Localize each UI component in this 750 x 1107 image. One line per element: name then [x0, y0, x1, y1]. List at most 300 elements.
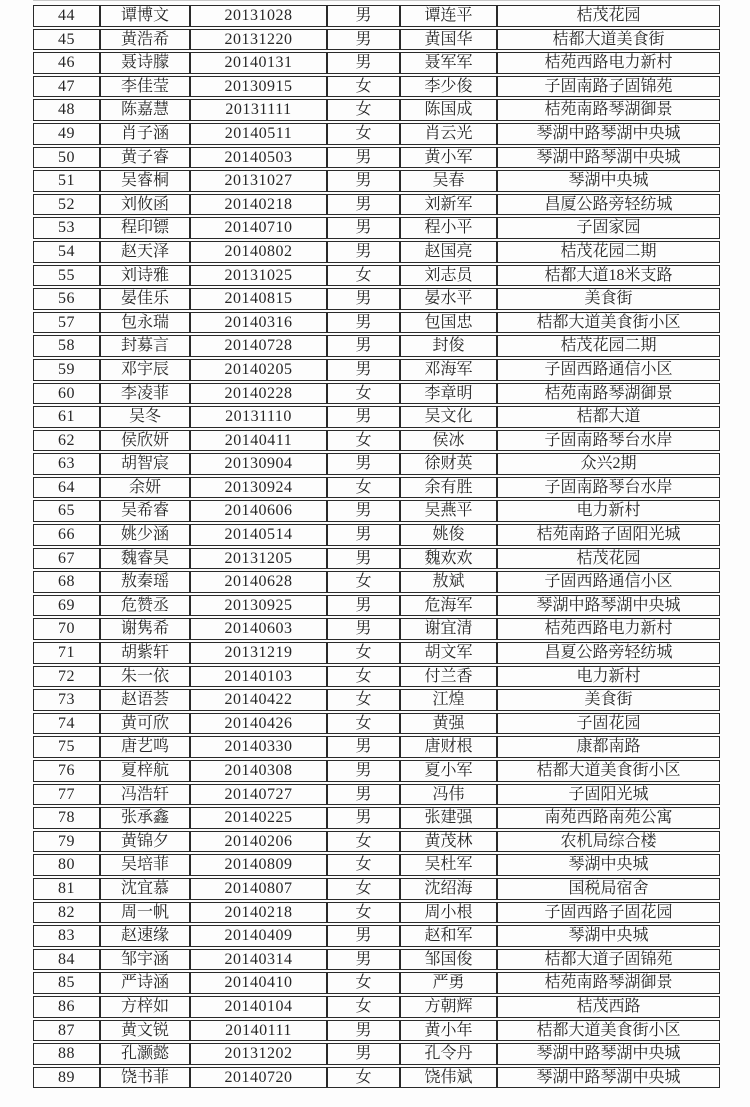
cell-student-name: 严诗涵 — [100, 972, 190, 994]
cell-birth-date: 20140815 — [190, 288, 327, 310]
cell-row-number: 76 — [33, 760, 100, 782]
cell-gender: 男 — [327, 194, 400, 216]
cell-row-number: 72 — [33, 666, 100, 688]
cell-guardian-name: 江煌 — [400, 689, 497, 711]
cell-guardian-name: 黄国华 — [400, 29, 497, 51]
table-row — [33, 618, 720, 640]
cell-row-number: 56 — [33, 288, 100, 310]
cell-student-name: 孔灏懿 — [100, 1043, 190, 1065]
cell-birth-date: 20140205 — [190, 359, 327, 381]
table-row — [33, 241, 720, 263]
cell-address: 国税局宿舍 — [497, 878, 720, 900]
cell-gender: 男 — [327, 1043, 400, 1065]
cell-student-name: 方梓如 — [100, 996, 190, 1018]
cell-address: 子固西路通信小区 — [497, 571, 720, 593]
cell-birth-date: 20140228 — [190, 383, 327, 405]
table-row — [33, 784, 720, 806]
cell-address: 电力新村 — [497, 500, 720, 522]
cell-student-name: 周一帆 — [100, 902, 190, 924]
cell-address: 桔苑南路琴湖御景 — [497, 972, 720, 994]
cell-gender: 男 — [327, 29, 400, 51]
cell-row-number: 54 — [33, 241, 100, 263]
table-row — [33, 548, 720, 570]
cell-gender: 男 — [327, 784, 400, 806]
cell-gender: 男 — [327, 760, 400, 782]
roster-table-body — [33, 5, 720, 1088]
table-row — [33, 383, 720, 405]
cell-birth-date: 20140104 — [190, 996, 327, 1018]
cell-row-number: 47 — [33, 76, 100, 98]
table-row — [33, 406, 720, 428]
cell-gender: 女 — [327, 996, 400, 1018]
cell-student-name: 黄可欣 — [100, 713, 190, 735]
cell-address: 电力新村 — [497, 666, 720, 688]
cell-row-number: 64 — [33, 477, 100, 499]
cell-gender: 女 — [327, 666, 400, 688]
cell-student-name: 陈嘉慧 — [100, 99, 190, 121]
cell-birth-date: 20140603 — [190, 618, 327, 640]
cell-student-name: 夏梓航 — [100, 760, 190, 782]
cell-address: 桔苑南路子固阳光城 — [497, 524, 720, 546]
table-row — [33, 265, 720, 287]
cell-birth-date: 20131220 — [190, 29, 327, 51]
cell-student-name: 姚少涵 — [100, 524, 190, 546]
cell-birth-date: 20140503 — [190, 147, 327, 169]
cell-gender: 男 — [327, 548, 400, 570]
cell-birth-date: 20140308 — [190, 760, 327, 782]
cell-row-number: 52 — [33, 194, 100, 216]
cell-birth-date: 20131028 — [190, 5, 327, 27]
cell-student-name: 邓宇辰 — [100, 359, 190, 381]
cell-guardian-name: 李章明 — [400, 383, 497, 405]
cell-address: 子固南路子固锦苑 — [497, 76, 720, 98]
cell-address: 琴湖中路琴湖中央城 — [497, 1067, 720, 1089]
cell-guardian-name: 程小平 — [400, 217, 497, 239]
cell-address: 南苑西路南苑公寓 — [497, 807, 720, 829]
cell-student-name: 黄浩希 — [100, 29, 190, 51]
cell-student-name: 危赞丞 — [100, 595, 190, 617]
table-row — [33, 736, 720, 758]
cell-guardian-name: 夏小军 — [400, 760, 497, 782]
table-row — [33, 1043, 720, 1065]
cell-row-number: 89 — [33, 1067, 100, 1089]
cell-gender: 男 — [327, 217, 400, 239]
cell-birth-date: 20131219 — [190, 642, 327, 664]
cell-address: 昌厦公路旁轻纺城 — [497, 194, 720, 216]
cell-student-name: 肖子涵 — [100, 123, 190, 145]
cell-row-number: 65 — [33, 500, 100, 522]
cell-student-name: 朱一依 — [100, 666, 190, 688]
cell-gender: 男 — [327, 736, 400, 758]
cell-gender: 男 — [327, 170, 400, 192]
cell-row-number: 44 — [33, 5, 100, 27]
cell-student-name: 赵语荟 — [100, 689, 190, 711]
cell-birth-date: 20140802 — [190, 241, 327, 263]
cell-row-number: 50 — [33, 147, 100, 169]
cell-birth-date: 20130925 — [190, 595, 327, 617]
cell-row-number: 59 — [33, 359, 100, 381]
cell-gender: 女 — [327, 713, 400, 735]
table-row — [33, 76, 720, 98]
cell-gender: 男 — [327, 949, 400, 971]
cell-student-name: 黄子睿 — [100, 147, 190, 169]
cell-student-name: 余妍 — [100, 477, 190, 499]
cell-guardian-name: 严勇 — [400, 972, 497, 994]
table-row — [33, 713, 720, 735]
cell-row-number: 53 — [33, 217, 100, 239]
cell-row-number: 69 — [33, 595, 100, 617]
cell-guardian-name: 包国忠 — [400, 312, 497, 334]
cell-birth-date: 20140728 — [190, 335, 327, 357]
cell-row-number: 77 — [33, 784, 100, 806]
cell-birth-date: 20140411 — [190, 430, 327, 452]
cell-address: 桔茂西路 — [497, 996, 720, 1018]
cell-birth-date: 20140409 — [190, 925, 327, 947]
cell-address: 美食街 — [497, 288, 720, 310]
cell-gender: 女 — [327, 642, 400, 664]
cell-gender: 女 — [327, 76, 400, 98]
previous-row-remnant-line — [33, 0, 720, 1]
cell-row-number: 55 — [33, 265, 100, 287]
cell-row-number: 78 — [33, 807, 100, 829]
cell-address: 琴湖中央城 — [497, 854, 720, 876]
cell-address: 琴湖中央城 — [497, 170, 720, 192]
cell-row-number: 45 — [33, 29, 100, 51]
cell-guardian-name: 李少俊 — [400, 76, 497, 98]
cell-guardian-name: 侯冰 — [400, 430, 497, 452]
cell-guardian-name: 张建强 — [400, 807, 497, 829]
table-row — [33, 29, 720, 51]
cell-student-name: 谢隽希 — [100, 618, 190, 640]
cell-address: 桔都大道18米支路 — [497, 265, 720, 287]
cell-gender: 男 — [327, 335, 400, 357]
cell-address: 子固花园 — [497, 713, 720, 735]
cell-student-name: 李佳莹 — [100, 76, 190, 98]
cell-row-number: 48 — [33, 99, 100, 121]
cell-birth-date: 20140426 — [190, 713, 327, 735]
cell-birth-date: 20131027 — [190, 170, 327, 192]
table-row — [33, 312, 720, 334]
cell-guardian-name: 魏欢欢 — [400, 548, 497, 570]
cell-guardian-name: 谭连平 — [400, 5, 497, 27]
cell-birth-date: 20131111 — [190, 99, 327, 121]
table-row — [33, 760, 720, 782]
cell-guardian-name: 敖斌 — [400, 571, 497, 593]
cell-guardian-name: 沈绍海 — [400, 878, 497, 900]
cell-birth-date: 20140206 — [190, 831, 327, 853]
table-row — [33, 925, 720, 947]
cell-birth-date: 20140807 — [190, 878, 327, 900]
cell-birth-date: 20140316 — [190, 312, 327, 334]
cell-guardian-name: 刘志员 — [400, 265, 497, 287]
cell-gender: 女 — [327, 99, 400, 121]
cell-student-name: 侯欣妍 — [100, 430, 190, 452]
table-row — [33, 642, 720, 664]
cell-birth-date: 20140218 — [190, 902, 327, 924]
cell-address: 康都南路 — [497, 736, 720, 758]
cell-gender: 男 — [327, 241, 400, 263]
table-row — [33, 430, 720, 452]
cell-gender: 女 — [327, 383, 400, 405]
cell-birth-date: 20140422 — [190, 689, 327, 711]
cell-address: 桔苑西路电力新村 — [497, 618, 720, 640]
table-row — [33, 902, 720, 924]
table-row — [33, 477, 720, 499]
cell-gender: 男 — [327, 147, 400, 169]
cell-birth-date: 20131110 — [190, 406, 327, 428]
cell-guardian-name: 谢宜清 — [400, 618, 497, 640]
cell-guardian-name: 聂军军 — [400, 52, 497, 74]
table-row — [33, 666, 720, 688]
cell-guardian-name: 刘新军 — [400, 194, 497, 216]
cell-birth-date: 20140314 — [190, 949, 327, 971]
cell-gender: 女 — [327, 265, 400, 287]
cell-address: 桔都大道美食街小区 — [497, 760, 720, 782]
cell-student-name: 魏睿昊 — [100, 548, 190, 570]
cell-guardian-name: 封俊 — [400, 335, 497, 357]
cell-gender: 女 — [327, 123, 400, 145]
cell-address: 子固南路琴台水岸 — [497, 477, 720, 499]
cell-guardian-name: 黄茂林 — [400, 831, 497, 853]
cell-row-number: 62 — [33, 430, 100, 452]
cell-row-number: 80 — [33, 854, 100, 876]
cell-gender: 男 — [327, 524, 400, 546]
cell-row-number: 86 — [33, 996, 100, 1018]
cell-birth-date: 20140727 — [190, 784, 327, 806]
table-row — [33, 854, 720, 876]
cell-birth-date: 20140330 — [190, 736, 327, 758]
cell-birth-date: 20131205 — [190, 548, 327, 570]
cell-guardian-name: 吴杜军 — [400, 854, 497, 876]
cell-guardian-name: 邹国俊 — [400, 949, 497, 971]
cell-address: 桔苑南路琴湖御景 — [497, 383, 720, 405]
cell-student-name: 唐艺鸣 — [100, 736, 190, 758]
cell-birth-date: 20130904 — [190, 453, 327, 475]
table-row — [33, 972, 720, 994]
cell-row-number: 49 — [33, 123, 100, 145]
cell-row-number: 85 — [33, 972, 100, 994]
table-row — [33, 453, 720, 475]
cell-address: 子固家园 — [497, 217, 720, 239]
table-row — [33, 595, 720, 617]
cell-gender: 男 — [327, 359, 400, 381]
cell-gender: 男 — [327, 1020, 400, 1042]
cell-guardian-name: 陈国成 — [400, 99, 497, 121]
cell-birth-date: 20131025 — [190, 265, 327, 287]
cell-guardian-name: 黄小年 — [400, 1020, 497, 1042]
cell-row-number: 82 — [33, 902, 100, 924]
cell-birth-date: 20140710 — [190, 217, 327, 239]
cell-student-name: 沈宜慕 — [100, 878, 190, 900]
cell-guardian-name: 唐财根 — [400, 736, 497, 758]
cell-guardian-name: 黄强 — [400, 713, 497, 735]
cell-student-name: 聂诗朦 — [100, 52, 190, 74]
cell-address: 桔茂花园二期 — [497, 335, 720, 357]
cell-guardian-name: 周小根 — [400, 902, 497, 924]
cell-birth-date: 20130915 — [190, 76, 327, 98]
cell-gender: 男 — [327, 453, 400, 475]
table-row — [33, 1067, 720, 1089]
cell-student-name: 封募言 — [100, 335, 190, 357]
cell-address: 琴湖中路琴湖中央城 — [497, 123, 720, 145]
cell-address: 桔都大道美食街小区 — [497, 312, 720, 334]
cell-gender: 男 — [327, 406, 400, 428]
cell-row-number: 84 — [33, 949, 100, 971]
cell-gender: 女 — [327, 1067, 400, 1089]
cell-address: 农机局综合楼 — [497, 831, 720, 853]
cell-birth-date: 20140809 — [190, 854, 327, 876]
cell-address: 桔都大道美食街 — [497, 29, 720, 51]
table-row — [33, 194, 720, 216]
table-row — [33, 831, 720, 853]
cell-student-name: 谭博文 — [100, 5, 190, 27]
cell-row-number: 71 — [33, 642, 100, 664]
cell-student-name: 吴睿桐 — [100, 170, 190, 192]
cell-guardian-name: 孔令丹 — [400, 1043, 497, 1065]
cell-gender: 男 — [327, 618, 400, 640]
cell-address: 桔茂花园 — [497, 548, 720, 570]
cell-guardian-name: 黄小军 — [400, 147, 497, 169]
cell-student-name: 黄锦夕 — [100, 831, 190, 853]
cell-row-number: 73 — [33, 689, 100, 711]
cell-student-name: 吴培菲 — [100, 854, 190, 876]
cell-row-number: 46 — [33, 52, 100, 74]
cell-guardian-name: 付兰香 — [400, 666, 497, 688]
table-row — [33, 996, 720, 1018]
cell-birth-date: 20140720 — [190, 1067, 327, 1089]
cell-guardian-name: 吴文化 — [400, 406, 497, 428]
cell-guardian-name: 肖云光 — [400, 123, 497, 145]
cell-student-name: 程印镖 — [100, 217, 190, 239]
cell-address: 子固阳光城 — [497, 784, 720, 806]
cell-student-name: 晏佳乐 — [100, 288, 190, 310]
roster-table — [33, 3, 720, 1090]
cell-row-number: 70 — [33, 618, 100, 640]
cell-guardian-name: 晏水平 — [400, 288, 497, 310]
cell-guardian-name: 吴燕平 — [400, 500, 497, 522]
table-row — [33, 217, 720, 239]
cell-gender: 男 — [327, 925, 400, 947]
cell-gender: 女 — [327, 689, 400, 711]
table-row — [33, 99, 720, 121]
cell-address: 琴湖中央城 — [497, 925, 720, 947]
cell-guardian-name: 余有胜 — [400, 477, 497, 499]
cell-row-number: 75 — [33, 736, 100, 758]
cell-birth-date: 20130924 — [190, 477, 327, 499]
cell-address: 桔茂花园 — [497, 5, 720, 27]
cell-row-number: 60 — [33, 383, 100, 405]
cell-row-number: 58 — [33, 335, 100, 357]
cell-row-number: 67 — [33, 548, 100, 570]
cell-birth-date: 20140410 — [190, 972, 327, 994]
cell-student-name: 赵天泽 — [100, 241, 190, 263]
cell-gender: 女 — [327, 854, 400, 876]
cell-gender: 男 — [327, 595, 400, 617]
cell-gender: 男 — [327, 5, 400, 27]
cell-birth-date: 20140511 — [190, 123, 327, 145]
cell-student-name: 吴冬 — [100, 406, 190, 428]
cell-birth-date: 20140514 — [190, 524, 327, 546]
cell-gender: 男 — [327, 500, 400, 522]
cell-address: 子固南路琴台水岸 — [497, 430, 720, 452]
cell-student-name: 冯浩轩 — [100, 784, 190, 806]
cell-birth-date: 20140628 — [190, 571, 327, 593]
table-row — [33, 170, 720, 192]
cell-student-name: 敖秦瑶 — [100, 571, 190, 593]
cell-student-name: 刘攸函 — [100, 194, 190, 216]
cell-student-name: 饶书菲 — [100, 1067, 190, 1089]
cell-birth-date: 20140103 — [190, 666, 327, 688]
table-row — [33, 288, 720, 310]
table-row — [33, 949, 720, 971]
cell-guardian-name: 危海军 — [400, 595, 497, 617]
cell-address: 琴湖中路琴湖中央城 — [497, 1043, 720, 1065]
cell-row-number: 63 — [33, 453, 100, 475]
table-row — [33, 500, 720, 522]
cell-guardian-name: 饶伟斌 — [400, 1067, 497, 1089]
cell-row-number: 66 — [33, 524, 100, 546]
cell-row-number: 57 — [33, 312, 100, 334]
cell-gender: 男 — [327, 52, 400, 74]
cell-student-name: 胡智宸 — [100, 453, 190, 475]
cell-guardian-name: 姚俊 — [400, 524, 497, 546]
cell-student-name: 包永瑞 — [100, 312, 190, 334]
cell-address: 桔茂花园二期 — [497, 241, 720, 263]
cell-row-number: 79 — [33, 831, 100, 853]
cell-address: 桔都大道 — [497, 406, 720, 428]
cell-row-number: 68 — [33, 571, 100, 593]
cell-address: 子固西路子固花园 — [497, 902, 720, 924]
cell-student-name: 刘诗雅 — [100, 265, 190, 287]
cell-guardian-name: 吴春 — [400, 170, 497, 192]
cell-gender: 男 — [327, 807, 400, 829]
cell-gender: 女 — [327, 831, 400, 853]
cell-birth-date: 20131202 — [190, 1043, 327, 1065]
cell-guardian-name: 邓海军 — [400, 359, 497, 381]
cell-gender: 女 — [327, 902, 400, 924]
cell-gender: 女 — [327, 477, 400, 499]
cell-birth-date: 20140606 — [190, 500, 327, 522]
table-row — [33, 1020, 720, 1042]
cell-guardian-name: 赵和军 — [400, 925, 497, 947]
cell-row-number: 51 — [33, 170, 100, 192]
cell-student-name: 李凌菲 — [100, 383, 190, 405]
cell-row-number: 88 — [33, 1043, 100, 1065]
cell-address: 桔苑南路琴湖御景 — [497, 99, 720, 121]
table-row — [33, 807, 720, 829]
cell-student-name: 黄文锐 — [100, 1020, 190, 1042]
cell-student-name: 张承鑫 — [100, 807, 190, 829]
cell-gender: 女 — [327, 571, 400, 593]
cell-guardian-name: 冯伟 — [400, 784, 497, 806]
cell-address: 桔都大道子固锦苑 — [497, 949, 720, 971]
cell-guardian-name: 方朝辉 — [400, 996, 497, 1018]
cell-address: 子固西路通信小区 — [497, 359, 720, 381]
cell-birth-date: 20140218 — [190, 194, 327, 216]
cell-student-name: 邹宇涵 — [100, 949, 190, 971]
table-row — [33, 571, 720, 593]
cell-birth-date: 20140225 — [190, 807, 327, 829]
cell-address: 美食街 — [497, 689, 720, 711]
cell-birth-date: 20140111 — [190, 1020, 327, 1042]
table-row — [33, 524, 720, 546]
cell-row-number: 61 — [33, 406, 100, 428]
table-row — [33, 123, 720, 145]
cell-guardian-name: 徐财英 — [400, 453, 497, 475]
cell-address: 桔都大道美食街小区 — [497, 1020, 720, 1042]
cell-gender: 男 — [327, 312, 400, 334]
cell-gender: 女 — [327, 878, 400, 900]
